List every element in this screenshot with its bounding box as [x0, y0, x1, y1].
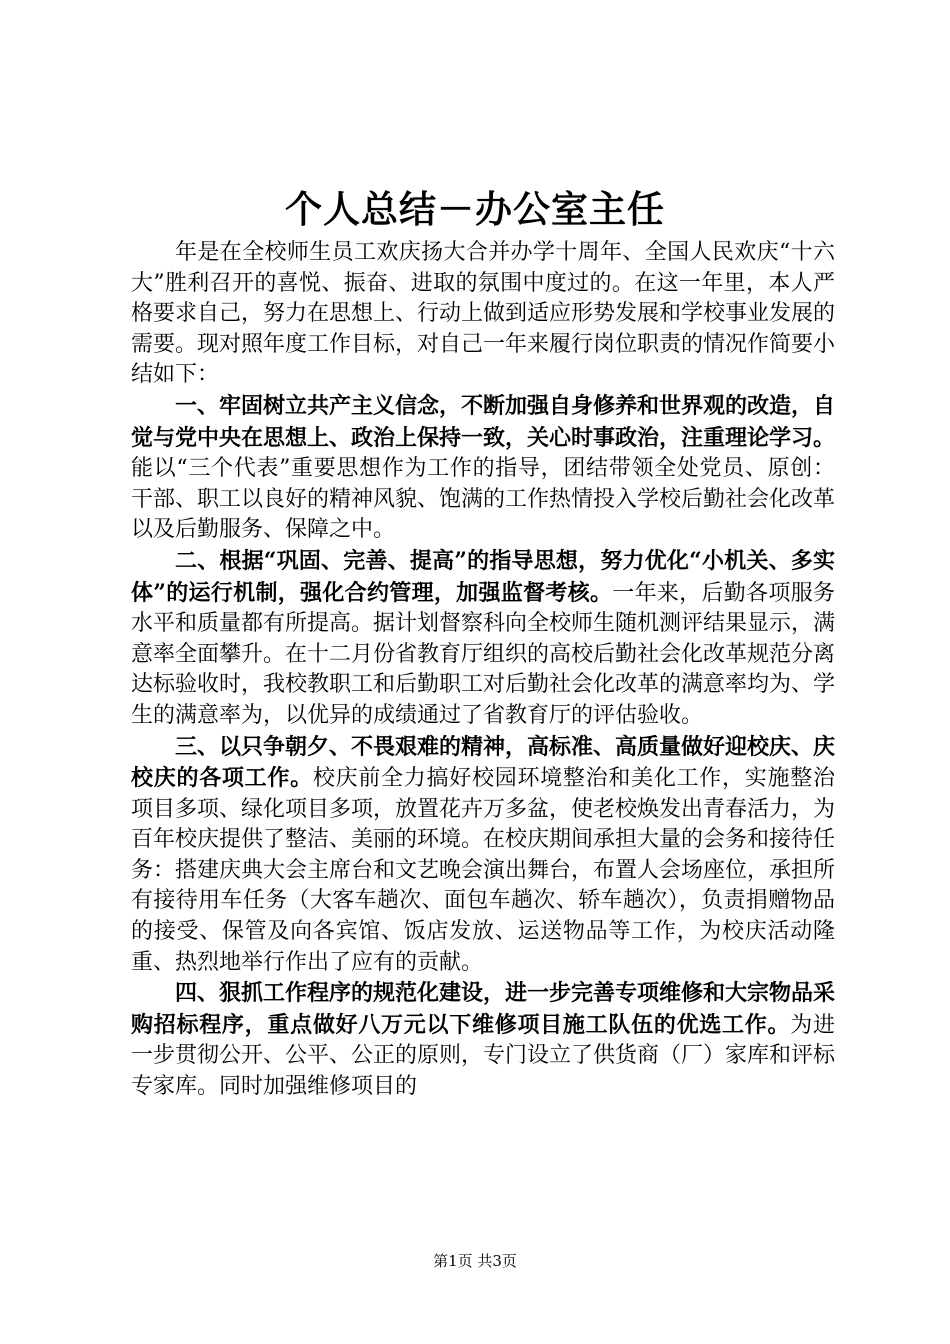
paragraph-text: 一年来，后勤各项服务水平和质量都有所提高。据计划督察科向全校师生随机测评结果显示，满意率全面攀升。在十二月份省教育厅组织的高校后勤社会化改革规范分离达标验收时，我校教职工和后勤职工对后勤社会化改革的满意率均为、学生的满意率为，以优异的成绩通过了省教育厅的评估验收。	[131, 580, 836, 728]
paragraph-section-1	[131, 391, 835, 546]
paragraph-lead: 三、以只争朝夕、不畏艰难的精神，高标准、高质量做好迎校庆、庆校庆的各项工作。	[131, 733, 836, 792]
paragraph-section-4	[131, 978, 835, 1102]
paragraph-intro	[131, 237, 835, 391]
paragraph-lead: 一、牢固树立共产主义信念，不断加强自身修养和世界观的改造，自觉与党中央在思想上、政治上保持一致，关心时事政治，注重理论学习。	[131, 392, 836, 451]
paragraph-text: 年是在全校师生员工欢庆扬大合并办学十周年、全国人民欢庆“十六大”胜利召开的喜悦、振奋、进取的氛围中度过的。在这一年里，本人严格要求自己，努力在思想上、行动上做到适应形势发展和学校事业发展的需要。现对照年度工作目标，对自己一年来履行岗位职责的情况作简要小结如下：	[131, 240, 836, 388]
paragraph-lead: 四、狠抓工作程序的规范化建设，进一步完善专项维修和大宗物品采购招标程序，重点做好八万元以下维修项目施工队伍的优选工作。	[131, 980, 836, 1038]
paragraph-text: 能以“三个代表”重要思想作为工作的指导，团结带领全处党员、原创：干部、职工以良好的精神风貌、饱满的工作热情投入学校后勤社会化改革以及后勤服务、保障之中。	[131, 456, 836, 543]
document-body	[131, 237, 835, 1103]
paragraph-section-2	[131, 546, 835, 732]
paragraph-section-3	[131, 732, 835, 979]
paragraph-lead: 二、根据“巩固、完善、提高”的指导思想，努力优化“小机关、多实体”的运行机制，强化合约管理，加强监督考核。	[131, 547, 835, 606]
paragraph-text: 为进一步贯彻公开、公平、公正的原则，专门设立了供货商（厂）家库和评标专家库。同时加强维修项目的	[131, 1012, 836, 1100]
paragraph-text: 校庆前全力搞好校园环境整治和美化工作，实施整治项目多项、绿化项目多项，放置花卉万多盆，使老校焕发出青春活力，为百年校庆提供了整洁、美丽的环境。在校庆期间承担大量的会务和接待任务：搭建庆典大会主席台和文艺晚会演出舞台，布置人会场座位，承担所有接待用车任务（大客车趟次、面包车趟次、轿车趟次），负责捐赠物品的接受、保管及向各宾馆、饭店发放、运送物品等工作，为校庆活动隆重、热烈地举行作出了应有的贡献。	[131, 766, 836, 975]
page-number-footer: 第1页 共3页	[433, 1252, 517, 1270]
document-title: 个人总结－办公室主任	[285, 187, 665, 231]
